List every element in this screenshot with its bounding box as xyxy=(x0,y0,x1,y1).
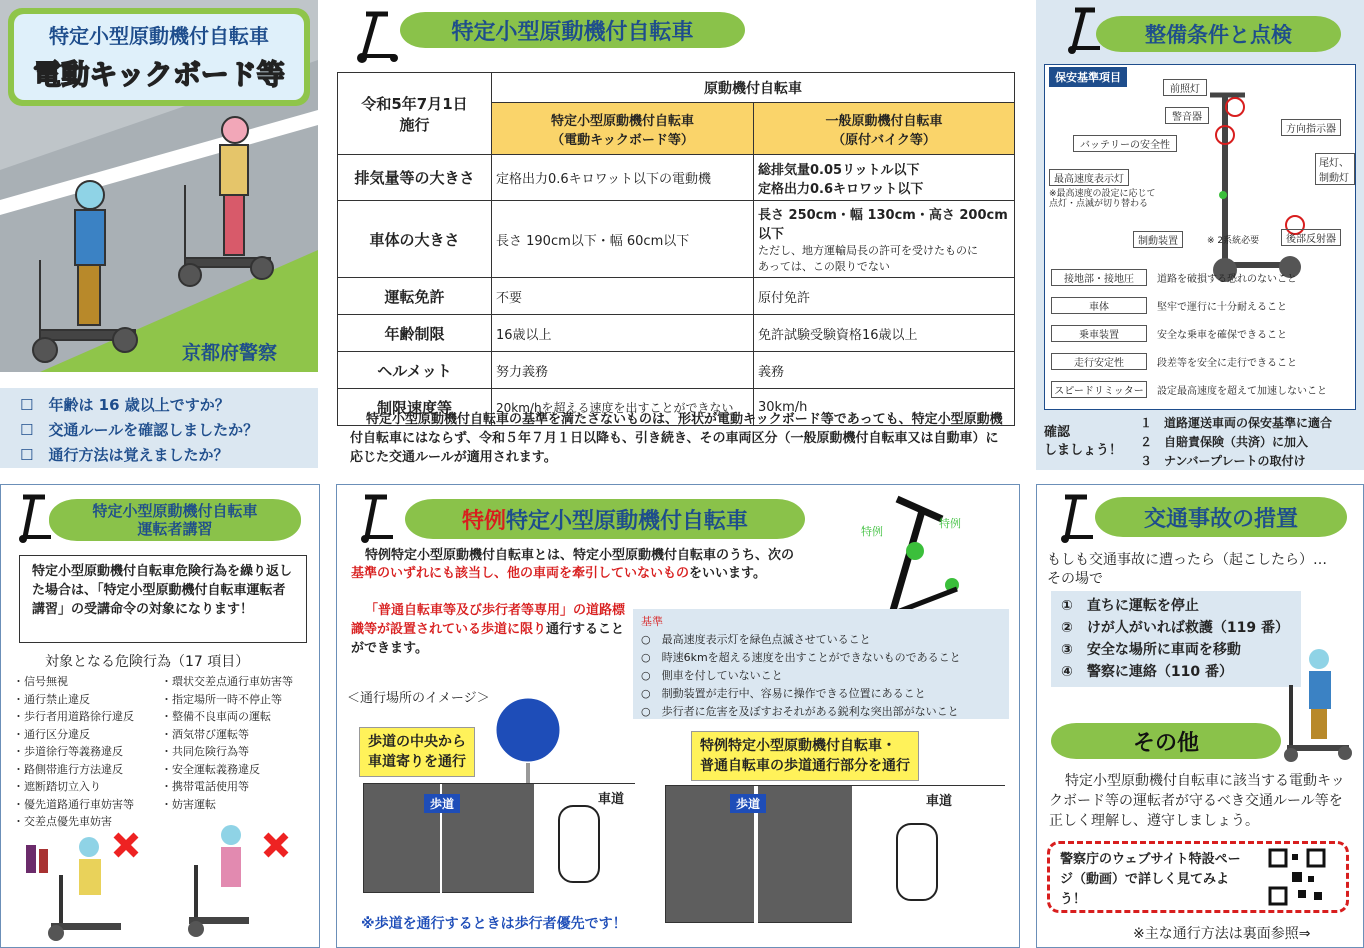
other-text: 特定小型原動機付自転車に該当する電動キックボード等の運転者が守るべき交通ルール等を正しく理解し、遵守しましょう。 xyxy=(1049,773,1345,829)
section-title: 特定小型原動機付自転車 運転者講習 xyxy=(49,499,301,541)
label-speed-lamp: 最高速度表示灯 xyxy=(1049,169,1129,186)
requirement-row: 乗車装置 安全な乗車を確保できること xyxy=(1051,319,1351,347)
website-text: 警察庁のウェブサイト特設ページ（動画）で詳しく見てみよう！ xyxy=(1060,852,1241,907)
label-reflector: 後部反射器 xyxy=(1281,229,1341,246)
row-header: 制限速度等 xyxy=(338,389,492,426)
title-line2: 電動キックボード等 xyxy=(33,58,285,91)
section-title: 特定小型原動機付自転車 xyxy=(400,12,745,48)
row-header: 運転免許 xyxy=(338,278,492,315)
scooter-icon xyxy=(355,491,399,547)
drunk-rider xyxy=(26,837,121,941)
label-horn: 警音器 xyxy=(1165,107,1209,124)
sidewalk-text: 「普通自転車等及び歩行者等専用」の道路標識等が設置されている歩道に限り通行することができます。 xyxy=(351,603,626,656)
maintenance-panel xyxy=(1036,0,1364,470)
tokurei-mark-left: 特例 xyxy=(861,525,883,538)
step-item: ① 直ちに運転を停止 xyxy=(1061,598,1199,614)
requirements-list xyxy=(1051,263,1351,403)
confirm-list xyxy=(1140,414,1332,471)
pedestrian-note: ※歩道を通行するときは歩行者優先です！ xyxy=(361,916,627,932)
row-header: ヘルメット xyxy=(338,352,492,389)
label-headlight: 前照灯 xyxy=(1163,79,1207,96)
requirement-row: 車体 堅牢で運行に十分耐えること xyxy=(1051,291,1351,319)
violations-subtitle: 対象となる危険行為（17 項目） xyxy=(45,654,250,670)
requirement-row: スピードリミッター 設定最高速度を超えて加速しないこと xyxy=(1051,375,1351,403)
cell: 原付免許 xyxy=(754,278,1015,315)
step-item: ② けが人がいれば救護（119 番） xyxy=(1061,620,1289,636)
phone-rider xyxy=(188,825,249,937)
cell: 長さ 190cm以下・幅 60cm以下 xyxy=(492,201,754,278)
comparison-table xyxy=(337,72,1015,426)
qr-code-icon[interactable] xyxy=(1268,848,1326,906)
criteria-box: 基準 ○ 最高速度表示灯を緑色点滅させていること ○ 時速6kmを超える速度を出すことができないものであること ○ 側車を付していないこと ○ 制動装置が走行中、容易に操作できる位置にあること ○ 歩行者に危害を及ぼすおそれがある鋭利な突出部がないこと xyxy=(633,609,1009,719)
bubble-2: 特例特定小型原動機付自転車・ 普通自転車の歩道通行部分を通行 xyxy=(691,731,919,781)
confirm-item: ３ ナンバープレートの取付け xyxy=(1140,454,1306,468)
confirm-item: １ 道路運送車両の保安基準に適合 xyxy=(1140,416,1333,430)
rider-illustration xyxy=(1269,645,1359,765)
image-label: ＜通行場所のイメージ＞ xyxy=(347,691,490,706)
label-battery: バッテリーの安全性 xyxy=(1073,135,1177,152)
confirm-item: ２ 自賠責保険（共済）に加入 xyxy=(1140,435,1309,449)
road-scene-left xyxy=(363,783,635,893)
sidewalk-label: 歩道 xyxy=(424,794,460,813)
row-header: 年齢制限 xyxy=(338,315,492,352)
warning-box: 特定小型原動機付自転車危険行為を繰り返した場合は、「特定小型原動機付自転車運転者講習」の受講命令の対象になります！ xyxy=(19,555,307,643)
enforcement-date: 令和5年7月1日 施行 xyxy=(338,73,492,155)
scooter-icon xyxy=(1055,491,1099,547)
criteria-label: 基準 xyxy=(641,615,663,628)
label-brake: 制動装置 xyxy=(1133,231,1183,248)
bubble-1: 歩道の中央から 車道寄りを通行 xyxy=(359,727,475,777)
violations-col1: ・信号無視 ・通行禁止違反 ・歩行者用道路徐行違反 ・通行区分違反 ・歩道徐行等義務違反 ・路側帯進行方法違反 ・遮断踏切立入り ・優先道路通行車妨害等 ・交差点優先車妨害 xyxy=(13,675,134,828)
cell: 免許試験受験資格16歳以上 xyxy=(754,315,1015,352)
check-item: ☐ 交通ルールを確認しましたか？ xyxy=(20,421,259,439)
title-frame xyxy=(8,8,310,106)
label-turn-signal: 方向指示器 xyxy=(1281,119,1341,136)
definition-text: 特例特定小型原動機付自転車とは、特定小型原動機付自転車のうち、次の基準のいずれにも該当し、他の車両を牽引していないものをいいます。 xyxy=(351,548,795,581)
cell: 不要 xyxy=(492,278,754,315)
cell: 20km/hを超える速度を出すことができない xyxy=(492,389,754,426)
cell: 30km/h xyxy=(754,389,1015,426)
step-item: ④ 警察に連絡（110 番） xyxy=(1061,664,1233,680)
tokurei-mark-right: 特例 xyxy=(939,517,961,530)
scooter-diagram xyxy=(1195,85,1305,285)
check-item: ☐ 通行方法は覚えましたか？ xyxy=(20,446,229,464)
requirement-row: 接地部・接地圧 道路を破損する恐れのないこと xyxy=(1051,263,1351,291)
road-scene-right xyxy=(665,785,1005,923)
footnote-1: ※最高速度の設定に応じて 点灯・点滅が切り替わる xyxy=(1049,189,1156,209)
back-page-note: ※主な通行方法は裏面参照⇒ xyxy=(1133,926,1311,942)
cell: 16歳以上 xyxy=(492,315,754,352)
row-header: 車体の大きさ xyxy=(338,201,492,278)
confirm-label: 確認 しましょう！ xyxy=(1044,425,1123,458)
tag: 保安基準項目 xyxy=(1049,67,1127,87)
table-note: 特定小型原動機付自転車の基準を満たさないものは、形状が電動キックボード等であっても、特定小型原動機付自転車にはならず、令和５年７月１日以降も、引き続き、その車両区分（一般原動機付自転車又は自動車）に応じた交通ルールが適用されます。 xyxy=(350,412,1003,465)
violations-col2: ・環状交差点通行車妨害等 ・指定場所一時不停止等 ・整備不良車両の運転 ・酒気帯び運転等 ・共同危険行為等 ・安全運転義務違反 ・携帯電話使用等 ・妨害運転 xyxy=(161,675,293,811)
steps-box xyxy=(1051,591,1301,687)
accident-panel xyxy=(1036,484,1364,948)
label-tail-lamp: 尾灯、制動灯 xyxy=(1315,153,1355,185)
section-title: 特例 特定小型原動機付自転車 xyxy=(405,499,805,539)
danger-illustration xyxy=(21,825,311,943)
title-line1: 特定小型原動機付自転車 xyxy=(49,26,269,48)
footnote-2: ※ 2系統必要 xyxy=(1207,236,1260,246)
requirement-row: 走行安定性 段差等を安全に走行できること xyxy=(1051,347,1351,375)
sign-post xyxy=(493,695,563,795)
course-panel xyxy=(0,484,320,948)
roadway-label: 車道 xyxy=(926,794,953,809)
cell: 総排気量0.05リットル以下 定格出力0.6キロワット以下 xyxy=(754,155,1015,201)
website-box[interactable] xyxy=(1047,841,1349,913)
checklist xyxy=(0,388,318,468)
scooter-icon xyxy=(346,6,406,64)
cell: 義務 xyxy=(754,352,1015,389)
check-item: ☐ 年齢は 16 歳以上ですか？ xyxy=(20,396,230,414)
cell: 長さ 250cm・幅 130cm・高さ 200cm以下 ただし、地方運輸局長の許可を受けたものに あっては、この限りでない xyxy=(754,201,1015,278)
sidewalk-label: 歩道 xyxy=(730,794,766,813)
row-header: 排気量等の大きさ xyxy=(338,155,492,201)
police-label: 京都府警察 xyxy=(182,342,278,364)
other-title: その他 xyxy=(1051,723,1281,759)
top-left-panel xyxy=(0,0,318,372)
group-header: 原動機付自転車 xyxy=(492,73,1015,103)
section-title: 整備条件と点検 xyxy=(1096,16,1341,52)
inspection-box xyxy=(1044,64,1356,410)
col-header-tokutei: 特定小型原動機付自転車 （電動キックボード等） xyxy=(492,103,754,155)
cell: 定格出力0.6キロワット以下の電動機 xyxy=(492,155,754,201)
section-title: 交通事故の措置 xyxy=(1095,497,1347,537)
roadway-label: 車道 xyxy=(598,792,625,807)
step-item: ③ 安全な場所に車両を移動 xyxy=(1061,642,1241,658)
accident-intro: もしも交通事故に遭ったら（起こしたら）… その場で xyxy=(1047,552,1327,587)
special-panel xyxy=(336,484,1020,948)
cell: 努力義務 xyxy=(492,352,754,389)
col-header-ippan: 一般原動機付自転車 （原付バイク等） xyxy=(754,103,1015,155)
